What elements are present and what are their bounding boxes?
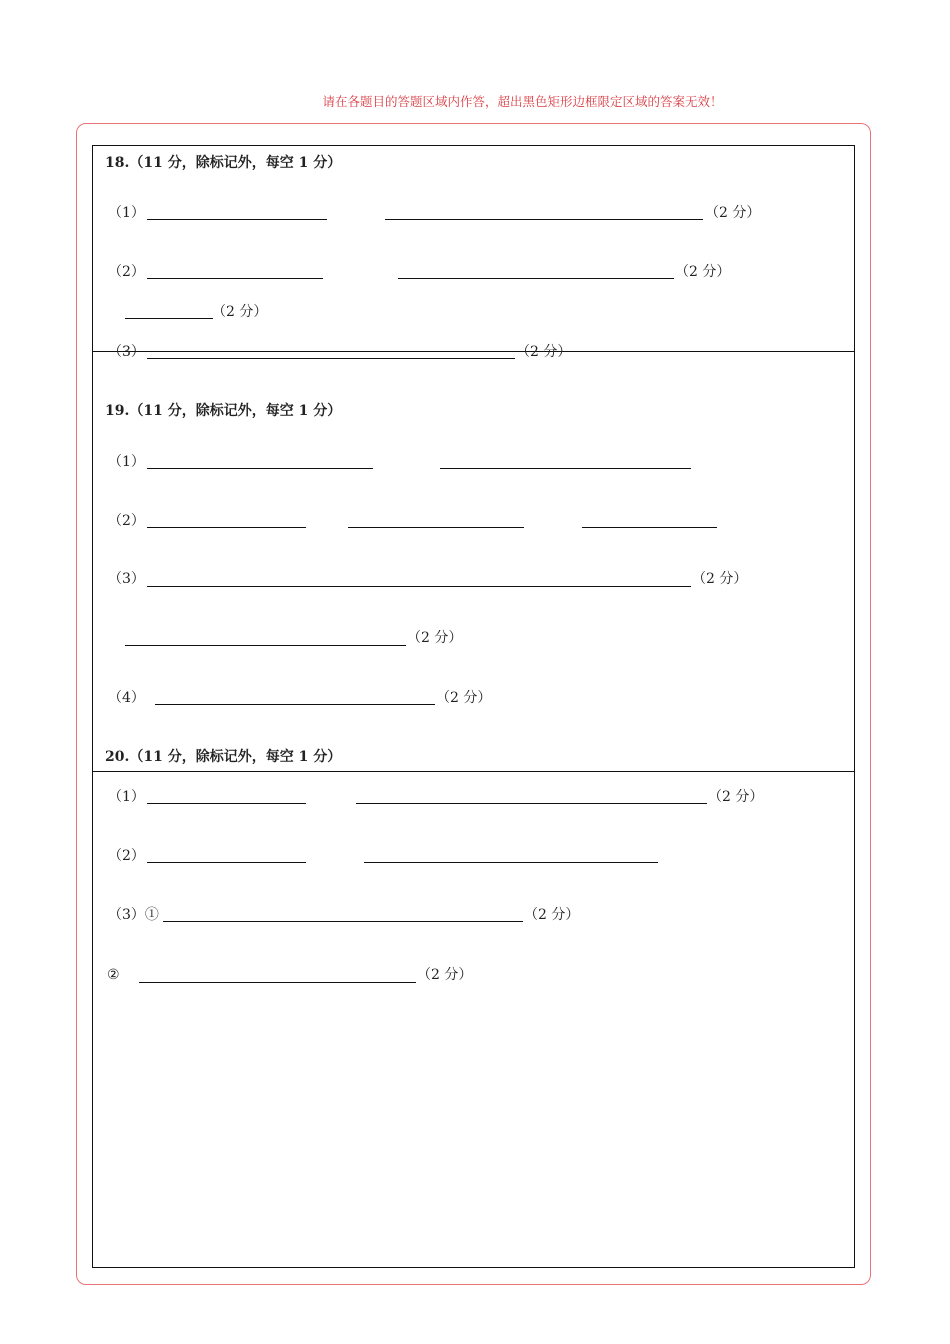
section-divider-18-19 (92, 351, 855, 352)
q20-part2-blank-b[interactable] (364, 862, 658, 863)
q19-part2-blank-b[interactable] (348, 527, 524, 528)
q19-part2-blank-a[interactable] (147, 527, 306, 528)
q19-part2-label: （2） (108, 513, 145, 529)
q19-part1-blank-b[interactable] (440, 468, 691, 469)
q18-part3-score: （2 分） (516, 344, 572, 360)
q18-part2-blank-c[interactable] (125, 318, 213, 319)
q18-part1-blank-b[interactable] (385, 219, 703, 220)
q18-part2-blank-b[interactable] (398, 278, 674, 279)
q19-part4-label: （4） (108, 690, 145, 706)
q20-part3-score: （2 分） (524, 907, 580, 923)
q19-part4-score: （2 分） (436, 690, 492, 706)
q18-part2-label: （2） (108, 264, 145, 280)
section-divider-20 (92, 771, 855, 772)
q18-part2c-score: （2 分） (212, 304, 268, 320)
question-19-header: 19.（11 分，除标记外，每空 1 分） (105, 403, 342, 419)
q20-part1-blank-a[interactable] (147, 803, 306, 804)
q19-part2-blank-c[interactable] (582, 527, 717, 528)
q19-part4-blank[interactable] (155, 704, 435, 705)
q20-part3b-score: （2 分） (417, 967, 473, 983)
answer-area-inner-border (92, 145, 855, 1268)
q20-part1-score: （2 分） (708, 789, 764, 805)
q18-part1-label: （1） (108, 205, 145, 221)
q20-part3-blank-b[interactable] (139, 982, 416, 983)
q19-part3-blank-a[interactable] (147, 586, 691, 587)
q20-part3b-label: ② (107, 967, 120, 983)
q20-part1-blank-b[interactable] (356, 803, 707, 804)
q19-part3-label: （3） (108, 571, 145, 587)
q18-part2-blank-a[interactable] (147, 278, 323, 279)
q18-part3-label: （3） (108, 344, 145, 360)
q19-part3-blank-b[interactable] (125, 645, 406, 646)
answer-area-warning: 请在各题目的答题区域内作答，超出黑色矩形边框限定区域的答案无效！ (322, 94, 723, 109)
question-20-header: 20.（11 分，除标记外，每空 1 分） (105, 749, 342, 765)
q18-part1-score: （2 分） (705, 205, 761, 221)
q20-part2-blank-a[interactable] (147, 862, 306, 863)
q19-part1-blank-a[interactable] (147, 468, 373, 469)
q18-part2-score: （2 分） (675, 264, 731, 280)
q20-part3-blank-a[interactable] (163, 921, 523, 922)
q19-part3b-score: （2 分） (407, 630, 463, 646)
q18-part1-blank-a[interactable] (147, 219, 327, 220)
q18-part3-blank[interactable] (147, 358, 515, 359)
question-18-header: 18.（11 分，除标记外，每空 1 分） (105, 155, 342, 171)
q20-part1-label: （1） (108, 789, 145, 805)
q20-part2-label: （2） (108, 848, 145, 864)
q20-part3-label: （3）① (108, 907, 159, 923)
q19-part3-score: （2 分） (692, 571, 748, 587)
q19-part1-label: （1） (108, 454, 145, 470)
